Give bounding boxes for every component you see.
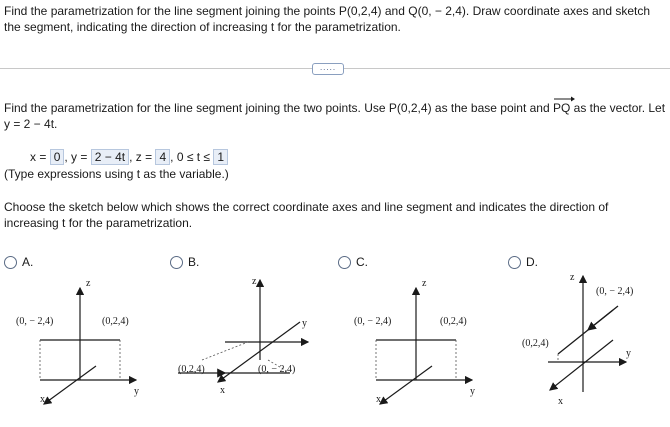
segment-direction-arrow — [588, 306, 618, 330]
label-z: z — [422, 278, 427, 289]
label-x: x — [40, 394, 45, 405]
question-text-before: Find the parametrization for the line segment joining the two points. Use P(0,2,4) as the base point and — [4, 101, 553, 115]
option-c-label: C. — [356, 255, 368, 269]
option-d-label: D. — [526, 255, 538, 269]
label-x: x — [220, 385, 225, 396]
x-axis — [550, 340, 613, 390]
more-button[interactable]: ..... — [312, 63, 344, 75]
y-label: , y = — [64, 150, 88, 164]
sketch-option-c — [336, 270, 496, 420]
sketch-option-a — [0, 270, 160, 420]
vector-notation: PQ — [553, 100, 570, 116]
x-axis — [380, 366, 432, 404]
problem-statement: Find the parametrization for the line segment joining the points P(0,2,4) and Q(0, − 2,4). Draw coordinate axes and sketch the segment, indicating the direction of increasing t for the parametrization. — [4, 4, 651, 34]
x-answer-box[interactable]: 0 — [50, 149, 65, 165]
t-answer-box[interactable]: 1 — [213, 149, 228, 165]
label-x: x — [376, 394, 381, 405]
label-z: z — [86, 278, 91, 289]
label-z: z — [252, 276, 257, 287]
sketch-option-b — [160, 270, 320, 420]
label-right-point: (0, − 2,4) — [258, 364, 296, 375]
radio-option-b[interactable] — [170, 256, 183, 269]
label-left-point: (0, − 2,4) — [354, 316, 392, 327]
option-a-label: A. — [22, 255, 34, 269]
vector-arrow-icon — [553, 96, 575, 102]
sketch-option-d — [508, 262, 668, 412]
option-a[interactable] — [4, 255, 33, 269]
question-parametrization — [4, 100, 666, 132]
radio-option-a[interactable] — [4, 256, 17, 269]
label-y: y — [302, 318, 307, 329]
x-axis — [44, 366, 96, 404]
option-b-label: B. — [188, 255, 200, 269]
x-label: x = — [30, 150, 47, 164]
question-sketch: Choose the sketch below which shows the correct coordinate axes and line segment and indicates the direction of increasing t for the parametrization. — [4, 200, 609, 230]
label-left-point: (0,2,4) — [178, 364, 205, 375]
label-left-point: (0, − 2,4) — [16, 316, 54, 327]
label-z: z — [570, 272, 575, 283]
label-y: y — [470, 386, 475, 397]
t-range-label: 0 ≤ t ≤ — [176, 150, 211, 164]
answer-row — [30, 149, 228, 165]
t-separator: , — [170, 150, 174, 164]
label-right-point: (0,2,4) — [102, 316, 129, 327]
z-answer-box[interactable]: 4 — [155, 149, 170, 165]
option-b[interactable] — [170, 255, 199, 269]
label-right-point: (0,2,4) — [440, 316, 467, 327]
label-right-point: (0, − 2,4) — [596, 286, 634, 297]
dashed-guide — [202, 342, 248, 360]
label-left-point: (0,2,4) — [522, 338, 549, 349]
question-text-after: as the vector. Let y = 2 − 4t. — [4, 101, 666, 131]
z-label: , z = — [129, 150, 153, 164]
label-x: x — [558, 396, 563, 407]
option-c[interactable] — [338, 255, 368, 269]
y-answer-box[interactable]: 2 − 4t — [91, 149, 129, 165]
hint-text: (Type expressions using t as the variable.) — [4, 167, 229, 181]
label-y: y — [134, 386, 139, 397]
radio-option-c[interactable] — [338, 256, 351, 269]
label-y: y — [626, 348, 631, 359]
